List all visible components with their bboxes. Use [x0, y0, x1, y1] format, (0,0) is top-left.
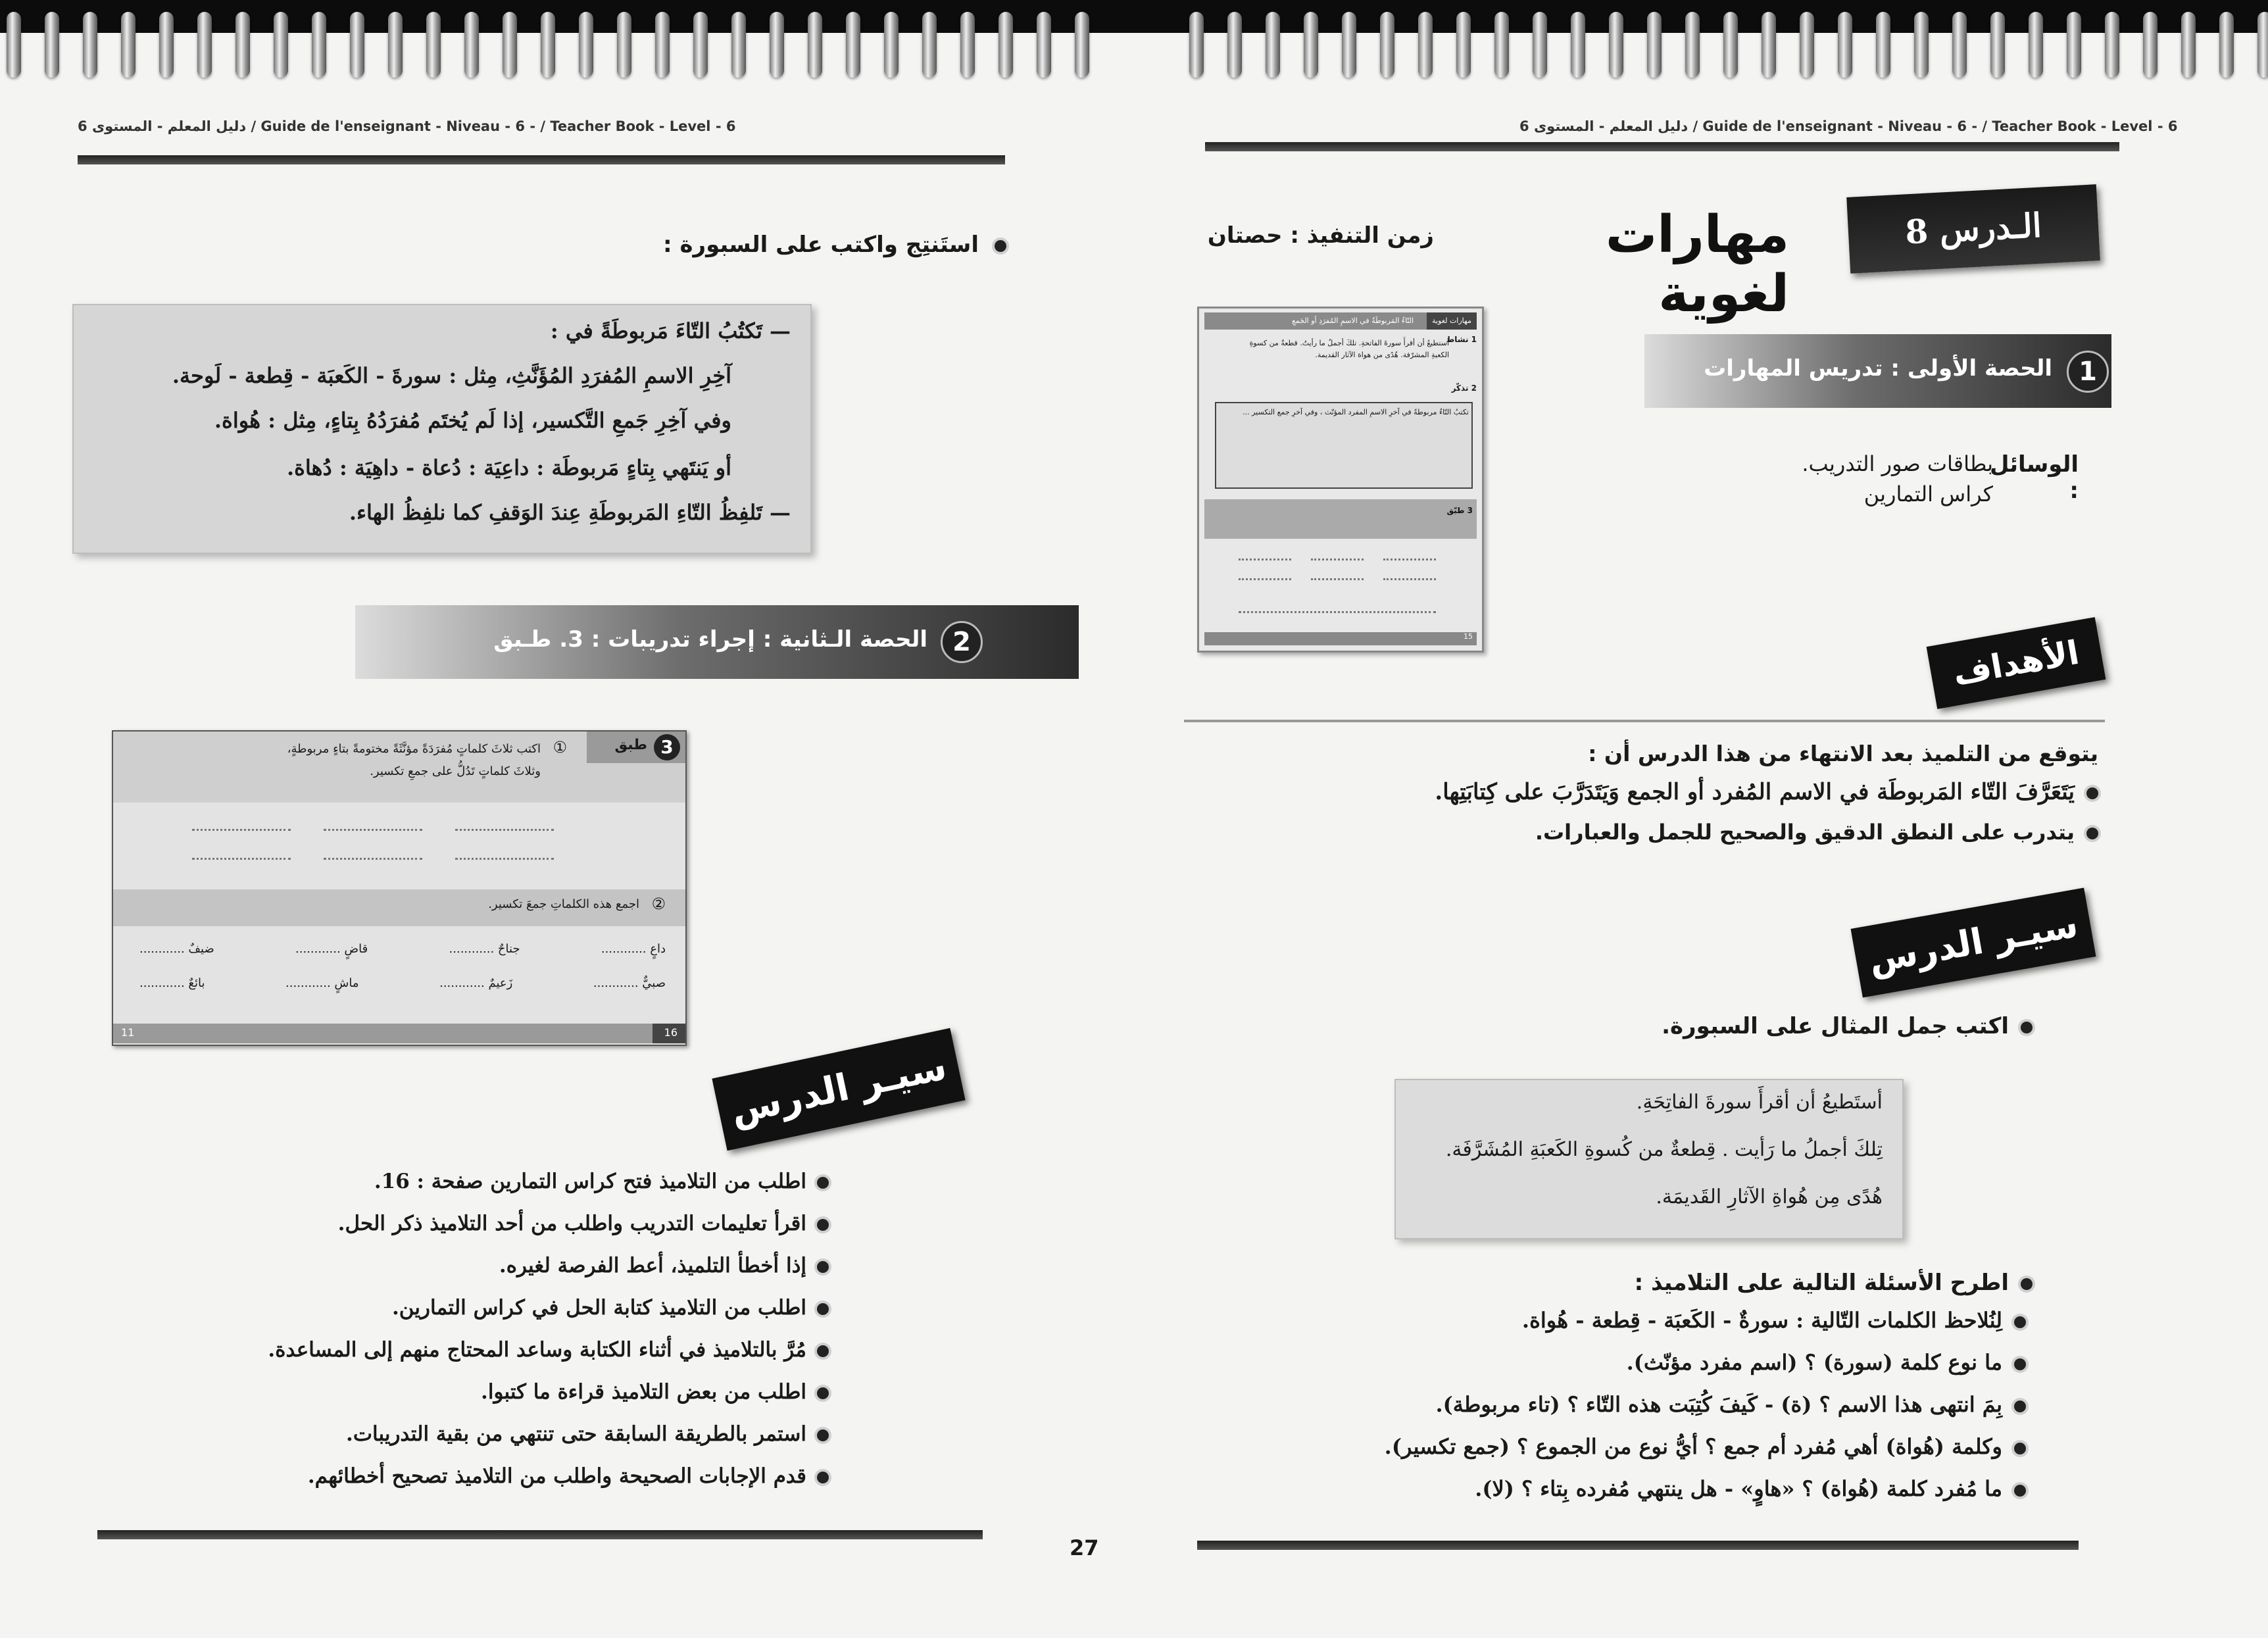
binding-ring [2181, 12, 2196, 78]
thumb-sec1-text: أستطيعُ أن أقرأَ سورةَ الفاتحةِ. تلكَ أجملُ ما رأيتُ. قطعةٌ من كسوةِ الكعبةِ المشرّفة. هُدًى من هواة الآثار القديمة. [1249, 339, 1449, 359]
questions-list [1289, 1308, 2026, 1518]
binding-ring [1494, 12, 1509, 78]
binding-ring [2219, 12, 2234, 78]
binding-ring [464, 12, 479, 78]
duration-text: زمن التنفيذ : حصتان [1207, 222, 1434, 249]
binding-ring [1800, 12, 1814, 78]
binding-ring [2067, 12, 2081, 78]
rule-line: وفي آخِرِ جَمعِ التَّكسير، إذا لَم يُختَم مُفرَدُهُ بِتاءٍ، مِثل : هُواة. [214, 408, 731, 433]
exercise-q2-number: ② [651, 895, 666, 913]
binding-ring [960, 12, 975, 78]
binding-ring [1990, 12, 2005, 78]
binding-ring [1838, 12, 1852, 78]
binding-ring [197, 12, 212, 78]
objective-item: يَتَعَرَّفَ التّاء المَربوطَة في الاسم المُفرد أو الجمع وَيَتَدَرَّبَ على كِتابَتِها. [1435, 779, 2098, 805]
session1-number: 1 [2067, 351, 2109, 393]
thumb-sec1: 1 نشاط [1446, 335, 1477, 344]
thumb-sec2: 2 تذكّر [1451, 384, 1477, 393]
binding-ring [2257, 12, 2268, 78]
binding-ring [1037, 12, 1051, 78]
binding-ring [312, 12, 326, 78]
objectives-tag: الأهداف [1927, 617, 2106, 709]
binding-ring [731, 12, 746, 78]
example-line: أستَطيعُ أن أقرأَ سورةَ الفاتِحَةِ. [1636, 1091, 1883, 1114]
objectives-divider [1184, 720, 2105, 722]
binding-ring [1266, 12, 1280, 78]
left-page-header: 6 دليل المعلم - المستوى / Guide de l'enseignant - Niveau - 6 - / Teacher Book - Level - 6 [78, 118, 736, 134]
binding-ring [541, 12, 555, 78]
right-footer-rule [1197, 1541, 2079, 1550]
step-item: إذا أخطأ التلميذ، أعط الفرصة لغيره. [499, 1254, 829, 1278]
step-item: اطلب من التلاميذ كتابة الحل في كراس التمارين. [392, 1296, 829, 1320]
steps-list [164, 1170, 829, 1512]
binding-ring [503, 12, 517, 78]
words-row-1: داعٍ ............ جناحٌ ............ قاضٍ ............ ضيفٌ ............ [139, 942, 666, 956]
objectives-list [1171, 779, 2098, 858]
binding-ring [1189, 12, 1204, 78]
binding-ring [1227, 12, 1242, 78]
binding-ring [998, 12, 1013, 78]
thumb-page-number: 15 [1464, 632, 1473, 641]
rule-line: أو يَنتَهي بِتاءٍ مَربوطَة : داعِيَة : دُعاة - داهِيَة : دُهاة. [287, 455, 731, 480]
question-item: ما مُفرد كلمة (هُواة) ؟ «هاوٍ» - هل ينتهي مُفرده بِتاء ؟ (لا). [1475, 1476, 2026, 1501]
binding-ring [808, 12, 822, 78]
exercise-number: 3 [654, 734, 680, 760]
binding-ring [1647, 12, 1662, 78]
binding-ring [2143, 12, 2157, 78]
binding-ring [1418, 12, 1433, 78]
binding-ring [159, 12, 174, 78]
exercise-q1-number: ① [553, 738, 567, 757]
example-line: هُدًى مِن هُواةِ الآثارِ القَديمَة. [1656, 1185, 1883, 1208]
binding-ring [1304, 12, 1318, 78]
procedure-tag-left: سيـر الدرس [712, 1028, 965, 1151]
binding-ring [617, 12, 631, 78]
step-item: اطلب من التلاميذ فتح كراس التمارين صفحة : 16. [374, 1170, 829, 1193]
binding-ring [884, 12, 899, 78]
session1-label: الحصة الأولى : تدريس المهارات [1704, 355, 2052, 382]
question-item: لِنُلاحظ الكلمات التّالية : سورةٌ - الكَعبَة - قِطعة - هُواة. [1522, 1308, 2026, 1333]
binding-ring [235, 12, 250, 78]
step-ask-questions: اطرح الأسئلة التالية على التلاميذ : [1513, 1270, 2033, 1296]
rule-box [72, 304, 812, 554]
rule-line: — تَلفِظُ التّاءِ المَربوطَةِ عِندَ الوَقفِ كما نلفِظُ الهاء. [349, 500, 791, 525]
example-sentences-box [1394, 1079, 1904, 1239]
thumb-sec3-bar [1204, 499, 1477, 539]
lesson-title: مهارات لغوية [1605, 205, 1789, 324]
page-number: 27 [1070, 1535, 1099, 1560]
session2-label: الحصة الـثانية : إجراء تدريبات : 3. طـبق [493, 626, 927, 653]
binding-ring [693, 12, 708, 78]
binding-ring [1685, 12, 1700, 78]
right-page-header: 6 دليل المعلم - المستوى / Guide de l'enseignant - Niveau - 6 - / Teacher Book - Level - 6 [1519, 118, 2178, 134]
binding-ring [1952, 12, 1967, 78]
binding-ring [83, 12, 97, 78]
binding-ring [121, 12, 136, 78]
thumb-sec2-text: تكتبُ التّاءُ مربوطةً في آخرِ الاسمِ المفرد المؤنّث ، وفي آخرِ جمع التكسير ... [1215, 402, 1473, 489]
exercise-card [112, 730, 687, 1046]
lesson-number-tag: الـدرس 8 [1846, 184, 2100, 274]
left-footer-rule [97, 1530, 983, 1539]
exercise-page-right: 16 [664, 1026, 678, 1039]
binding-ring [1342, 12, 1356, 78]
binding-ring [2029, 12, 2043, 78]
words-row-2: صبيٌّ ............ زَعيمٌ ............ ماشٍ ............ بائعٌ ............ [139, 976, 666, 990]
binding-ring [2105, 12, 2119, 78]
question-item: بِمَ انتهى هذا الاسم ؟ (ة) - كَيفَ كُتِبَت هذه التّاء ؟ (تاء مربوطة). [1435, 1392, 2026, 1417]
binding-ring [1876, 12, 1890, 78]
procedure-tag-right: سيـر الدرس [1851, 888, 2096, 998]
workbook-thumbnail [1197, 307, 1484, 653]
binding-ring [1571, 12, 1585, 78]
thumb-header-right: مهارات لغوية [1427, 312, 1477, 330]
rule-line: — تَكتُبُ التّاءَ مَربوطَةً في : [550, 318, 791, 343]
step-item: مُرَّ بالتلاميذ في أثناء الكتابة وساعد المحتاج منهم إلى المساعدة. [268, 1338, 829, 1362]
step-item: استمر بالطريقة السابقة حتى تنتهي من بقية التدريبات. [346, 1422, 829, 1446]
binding-ring [1723, 12, 1738, 78]
rule-line: آخِرِ الاسمِ المُفرَدِ المُؤَنَّثِ، مِثل : سورةَ - الكَعبَة - قِطعة - لَوحة. [172, 363, 731, 388]
step-item: اقرأ تعليمات التدريب واطلب من أحد التلاميذ ذكر الحل. [338, 1212, 829, 1235]
step-conclude: استَنتِج واكتب على السبورة : [460, 232, 1006, 258]
step-write-examples: اكتب جمل المثال على السبورة. [1513, 1013, 2033, 1039]
binding-ring [1609, 12, 1623, 78]
binding-ring [1380, 12, 1394, 78]
example-line: تِلكَ أجملُ ما رَأيت . قِطعةٌ من كُسوةِ الكَعبَةِ المُشَرَّفَة. [1445, 1138, 1883, 1161]
binding-ring [1456, 12, 1471, 78]
materials-item-1: بطاقات صور التدريب. [1802, 451, 1993, 476]
question-item: وكلمة (هُواة) أهي مُفرد أم جمع ؟ أيُّ نوع من الجموع ؟ (جمع تكسير). [1385, 1434, 2026, 1459]
binding-ring [426, 12, 441, 78]
binding-ring [655, 12, 670, 78]
binding-ring [350, 12, 364, 78]
question-item: ما نوع كلمة (سورة) ؟ (اسم مفرد مؤنّث). [1627, 1350, 2026, 1375]
binding-ring [7, 12, 21, 78]
exercise-page-left: 11 [121, 1026, 135, 1039]
thumb-sec3: 3 طبّق [1446, 506, 1473, 515]
binding-ring [1762, 12, 1776, 78]
step-item: قدم الإجابات الصحيحة واطلب من التلاميذ تصحيح أخطائهم. [308, 1464, 829, 1488]
materials-item-2: كراس التمارين [1863, 482, 1993, 507]
left-header-rule [78, 155, 1005, 164]
session2-number: 2 [941, 621, 983, 663]
binding-ring [1533, 12, 1547, 78]
binding-ring [579, 12, 593, 78]
binding-ring [388, 12, 403, 78]
binding-ring [1075, 12, 1089, 78]
binding-ring [846, 12, 860, 78]
objectives-intro: يتوقع من التلميذ بعد الانتهاء من هذا الدرس أن : [1588, 741, 2098, 766]
exercise-q1: اكتب ثلاثَ كلماتٍ مُفرَدَةً مؤنَّثَةً مختومةً بتاءٍ مربوطةٍ، وثلاثَ كلماتٍ تَدُلُّ على جمعِ تكسير. [287, 742, 541, 778]
exercise-q2: اجمع هذه الكلماتِ جمعَ تكسير. [488, 897, 639, 911]
binding-ring [922, 12, 937, 78]
binding-ring [45, 12, 59, 78]
materials-label: الوسائل : [1989, 451, 2079, 504]
exercise-tag: طبق [614, 737, 647, 753]
step-item: اطلب من بعض التلاميذ قراءة ما كتبوا. [481, 1380, 829, 1404]
thumb-header-title: التّاءُ المَربوطَةُ في الاسمِ المُفرَدِ أو الجَمعِ [1292, 316, 1414, 325]
binding-ring [770, 12, 784, 78]
right-header-rule [1205, 142, 2119, 151]
binding-ring [1914, 12, 1929, 78]
binding-ring [274, 12, 288, 78]
spiral-binding [0, 0, 2268, 92]
objective-item: يتدرب على النطق الدقيق والصحيح للجمل والعبارات. [1535, 820, 2098, 845]
